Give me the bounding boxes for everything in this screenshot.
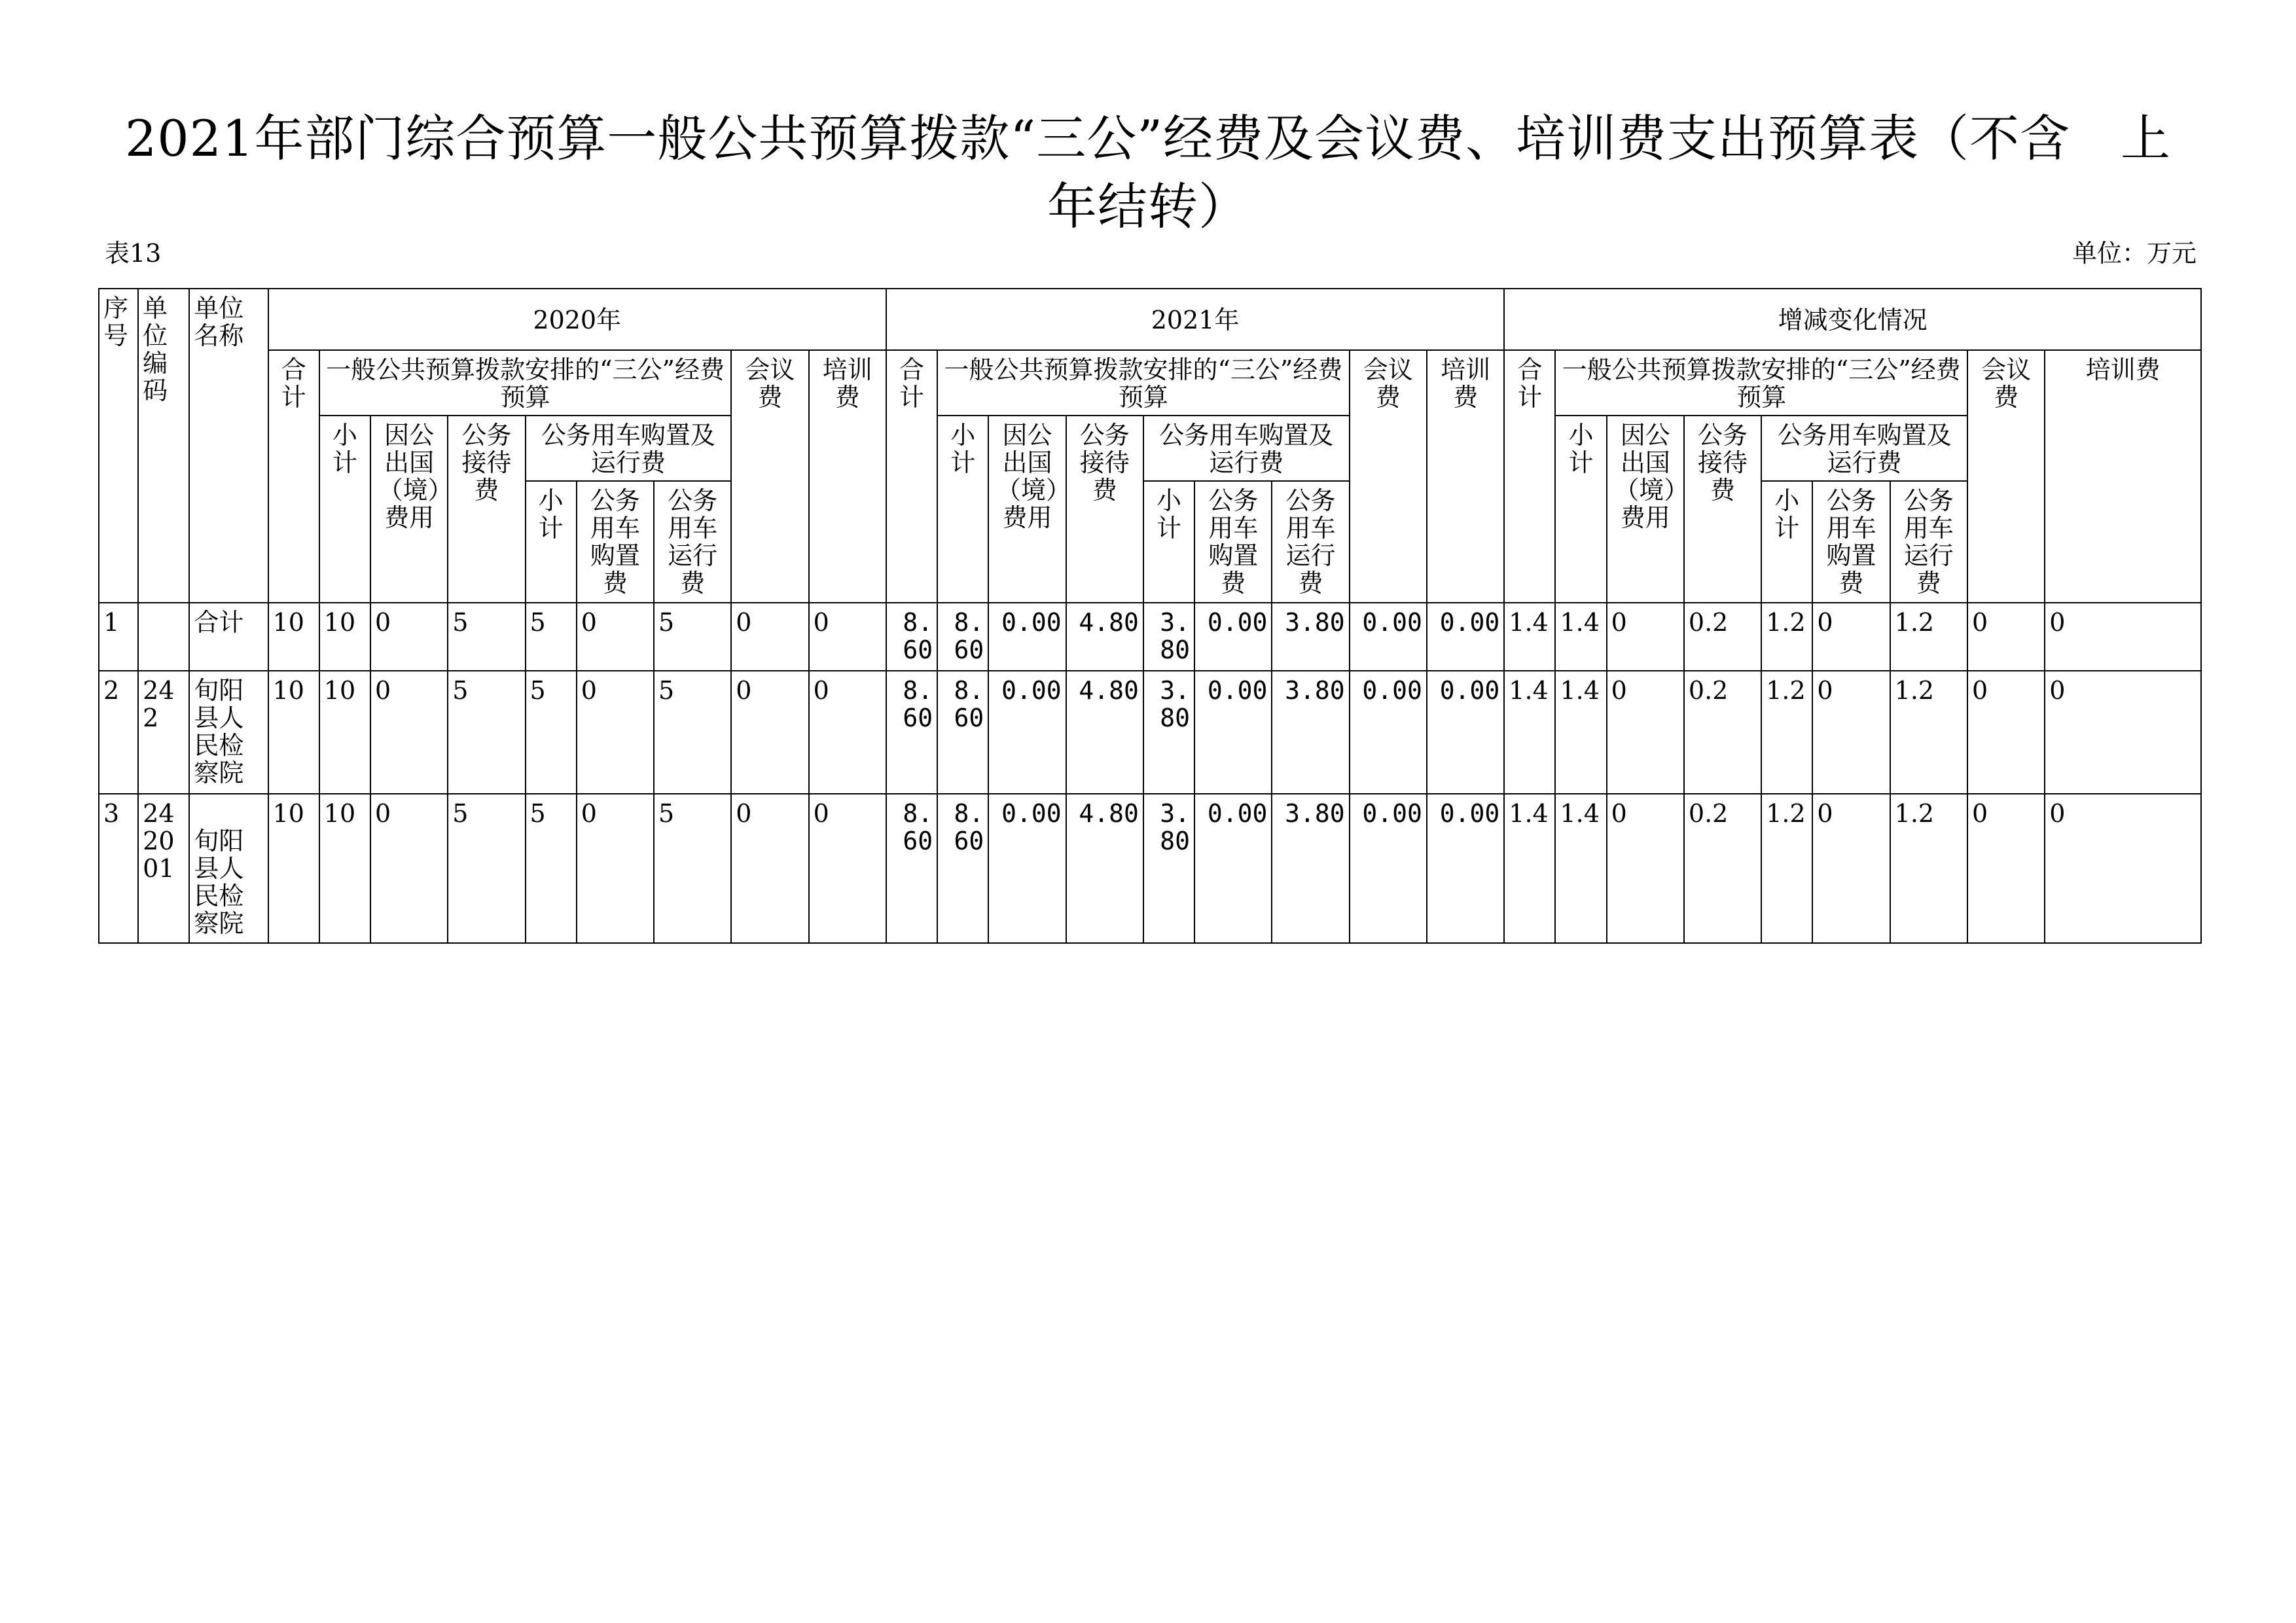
cell-2020-abroad: 0 xyxy=(370,671,448,794)
cell-change-vehicle-subtotal: 1.2 xyxy=(1761,794,1812,943)
header-2020-total: 合计 xyxy=(268,350,319,603)
cell-2021-total: 8.60 xyxy=(886,603,937,671)
cell-2021-vehicle-purchase: 0.00 xyxy=(1194,603,1272,671)
header-2020: 2020年 xyxy=(268,289,886,350)
table-row xyxy=(99,671,2201,794)
header-change-vehicle: 公务用车购置及运行费 xyxy=(1761,416,1967,481)
cell-name: 旬阳县人民检察院 xyxy=(189,794,268,943)
cell-2021-vehicle-subtotal: 3.80 xyxy=(1143,794,1194,943)
header-2021-subtotal: 小计 xyxy=(937,416,988,603)
header-2021-vehicle-running: 公务用车运行费 xyxy=(1272,481,1349,603)
cell-2020-total: 10 xyxy=(268,603,319,671)
header-2020-vehicle-running: 公务用车运行费 xyxy=(654,481,731,603)
header-change-sangong: 一般公共预算拨款安排的“三公”经费预算 xyxy=(1555,350,1967,416)
cell-change-vehicle-subtotal: 1.2 xyxy=(1761,671,1812,794)
cell-2020-vehicle-purchase: 0 xyxy=(577,603,654,671)
cell-2020-reception: 5 xyxy=(448,603,525,671)
cell-change-vehicle-purchase: 0 xyxy=(1812,671,1890,794)
header-change-training: 培训费 xyxy=(2045,350,2201,603)
cell-change-total: 1.4 xyxy=(1504,671,1555,794)
header-2021-vehicle: 公务用车购置及运行费 xyxy=(1143,416,1350,481)
header-change-vehicle-running: 公务用车运行费 xyxy=(1890,481,1967,603)
cell-2020-vehicle-running: 5 xyxy=(654,603,731,671)
header-change-vehicle-purchase: 公务用车购置费 xyxy=(1812,481,1890,603)
cell-2020-total: 10 xyxy=(268,671,319,794)
cell-change-training: 0 xyxy=(2045,603,2201,671)
cell-change-abroad: 0 xyxy=(1607,671,1684,794)
cell-change-training: 0 xyxy=(2045,794,2201,943)
cell-seq: 3 xyxy=(99,794,138,943)
cell-2021-vehicle-subtotal: 3.80 xyxy=(1143,603,1194,671)
title-line-2: 年结转） xyxy=(1047,177,1249,236)
cell-2020-subtotal: 10 xyxy=(319,671,370,794)
header-change-abroad: 因公出国（境）费用 xyxy=(1607,416,1684,603)
header-2020-vehicle: 公务用车购置及运行费 xyxy=(526,416,732,481)
cell-2020-training: 0 xyxy=(809,671,886,794)
cell-2021-total: 8.60 xyxy=(886,794,937,943)
cell-2021-training: 0.00 xyxy=(1427,603,1504,671)
header-2021-meeting: 会议费 xyxy=(1350,350,1427,603)
header-row-years xyxy=(99,289,2201,350)
table-row xyxy=(99,603,2201,671)
cell-change-reception: 0.2 xyxy=(1684,603,1761,671)
header-2020-training: 培训费 xyxy=(809,350,886,603)
cell-2020-vehicle-running: 5 xyxy=(654,671,731,794)
cell-2021-subtotal: 8.60 xyxy=(937,603,988,671)
cell-2021-subtotal: 8.60 xyxy=(937,794,988,943)
header-2021-training: 培训费 xyxy=(1427,350,1504,603)
cell-code: 242 xyxy=(138,671,189,794)
cell-name: 旬阳县人民检察院 xyxy=(189,671,268,794)
cell-2021-reception: 4.80 xyxy=(1066,603,1143,671)
header-change-reception: 公务接待费 xyxy=(1684,416,1761,603)
header-2021-reception: 公务接待费 xyxy=(1066,416,1143,603)
header-change-vehicle-subtotal: 小计 xyxy=(1761,481,1812,603)
header-unit-code: 单位编码 xyxy=(138,289,189,603)
cell-change-vehicle-running: 1.2 xyxy=(1890,603,1967,671)
cell-change-total: 1.4 xyxy=(1504,794,1555,943)
cell-2020-vehicle-purchase: 0 xyxy=(577,794,654,943)
cell-2020-reception: 5 xyxy=(448,671,525,794)
cell-2021-vehicle-purchase: 0.00 xyxy=(1194,794,1272,943)
header-seq: 序号 xyxy=(99,289,138,603)
header-2020-abroad: 因公出国（境）费用 xyxy=(370,416,448,603)
cell-change-training: 0 xyxy=(2045,671,2201,794)
cell-2021-abroad: 0.00 xyxy=(988,671,1066,794)
header-change: 增减变化情况 xyxy=(1504,289,2201,350)
header-2021: 2021年 xyxy=(886,289,1504,350)
table-row xyxy=(99,794,2201,943)
cell-2020-training: 0 xyxy=(809,603,886,671)
header-change-meeting: 会议费 xyxy=(1967,350,2045,603)
cell-change-vehicle-running: 1.2 xyxy=(1890,671,1967,794)
cell-change-meeting: 0 xyxy=(1967,603,2045,671)
cell-2020-vehicle-running: 5 xyxy=(654,794,731,943)
cell-change-vehicle-running: 1.2 xyxy=(1890,794,1967,943)
cell-2020-abroad: 0 xyxy=(370,603,448,671)
cell-name: 合计 xyxy=(189,603,268,671)
cell-change-subtotal: 1.4 xyxy=(1555,603,1606,671)
cell-2021-abroad: 0.00 xyxy=(988,603,1066,671)
cell-2021-vehicle-subtotal: 3.80 xyxy=(1143,671,1194,794)
cell-change-vehicle-purchase: 0 xyxy=(1812,603,1890,671)
cell-2020-abroad: 0 xyxy=(370,794,448,943)
cell-change-reception: 0.2 xyxy=(1684,671,1761,794)
cell-2020-meeting: 0 xyxy=(731,603,808,671)
cell-2021-meeting: 0.00 xyxy=(1350,671,1427,794)
cell-2021-vehicle-running: 3.80 xyxy=(1272,671,1349,794)
cell-2021-vehicle-running: 3.80 xyxy=(1272,794,1349,943)
cell-2020-vehicle-purchase: 0 xyxy=(577,671,654,794)
cell-2021-vehicle-purchase: 0.00 xyxy=(1194,671,1272,794)
cell-2020-subtotal: 10 xyxy=(319,603,370,671)
cell-2020-training: 0 xyxy=(809,794,886,943)
header-2021-abroad: 因公出国（境）费用 xyxy=(988,416,1066,603)
cell-2020-total: 10 xyxy=(268,794,319,943)
form-number: 表13 xyxy=(105,239,162,268)
page-title xyxy=(98,105,2198,241)
header-2021-sangong: 一般公共预算拨款安排的“三公”经费预算 xyxy=(937,350,1350,416)
cell-seq: 2 xyxy=(99,671,138,794)
cell-change-abroad: 0 xyxy=(1607,794,1684,943)
header-2020-meeting: 会议费 xyxy=(731,350,808,603)
cell-2020-vehicle-subtotal: 5 xyxy=(526,671,577,794)
cell-2021-reception: 4.80 xyxy=(1066,671,1143,794)
cell-2021-training: 0.00 xyxy=(1427,671,1504,794)
header-2020-reception: 公务接待费 xyxy=(448,416,525,603)
cell-2021-vehicle-running: 3.80 xyxy=(1272,603,1349,671)
header-2020-vehicle-subtotal: 小计 xyxy=(526,481,577,603)
header-change-total: 合计 xyxy=(1504,350,1555,603)
cell-change-total: 1.4 xyxy=(1504,603,1555,671)
cell-2021-reception: 4.80 xyxy=(1066,794,1143,943)
cell-2021-total: 8.60 xyxy=(886,671,937,794)
cell-change-meeting: 0 xyxy=(1967,794,2045,943)
header-2020-subtotal: 小计 xyxy=(319,416,370,603)
cell-change-vehicle-purchase: 0 xyxy=(1812,794,1890,943)
cell-2020-meeting: 0 xyxy=(731,794,808,943)
cell-code xyxy=(138,603,189,671)
cell-change-vehicle-subtotal: 1.2 xyxy=(1761,603,1812,671)
header-unit-name: 单位名称 xyxy=(189,289,268,603)
cell-change-subtotal: 1.4 xyxy=(1555,671,1606,794)
header-row-items xyxy=(99,416,2201,481)
cell-2020-subtotal: 10 xyxy=(319,794,370,943)
cell-2020-vehicle-subtotal: 5 xyxy=(526,603,577,671)
cell-code: 242001 xyxy=(138,794,189,943)
cell-seq: 1 xyxy=(99,603,138,671)
cell-change-abroad: 0 xyxy=(1607,603,1684,671)
header-2021-vehicle-purchase: 公务用车购置费 xyxy=(1194,481,1272,603)
cell-2021-meeting: 0.00 xyxy=(1350,794,1427,943)
header-2020-sangong: 一般公共预算拨款安排的“三公”经费预算 xyxy=(319,350,732,416)
budget-table xyxy=(98,288,2202,944)
cell-2021-training: 0.00 xyxy=(1427,794,1504,943)
header-2020-vehicle-purchase: 公务用车购置费 xyxy=(577,481,654,603)
title-line-1: 2021年部门综合预算一般公共预算拨款“三公”经费及会议费、培训费支出预算表（不含 上 xyxy=(124,109,2172,168)
cell-2021-abroad: 0.00 xyxy=(988,794,1066,943)
cell-2021-subtotal: 8.60 xyxy=(937,671,988,794)
header-change-subtotal: 小计 xyxy=(1555,416,1606,603)
cell-2020-vehicle-subtotal: 5 xyxy=(526,794,577,943)
cell-change-reception: 0.2 xyxy=(1684,794,1761,943)
header-row-groups xyxy=(99,350,2201,416)
cell-change-subtotal: 1.4 xyxy=(1555,794,1606,943)
cell-change-meeting: 0 xyxy=(1967,671,2045,794)
cell-2020-reception: 5 xyxy=(448,794,525,943)
header-2021-vehicle-subtotal: 小计 xyxy=(1143,481,1194,603)
cell-2020-meeting: 0 xyxy=(731,671,808,794)
unit-label: 单位：万元 xyxy=(2072,239,2197,268)
header-2021-total: 合计 xyxy=(886,350,937,603)
cell-2021-meeting: 0.00 xyxy=(1350,603,1427,671)
